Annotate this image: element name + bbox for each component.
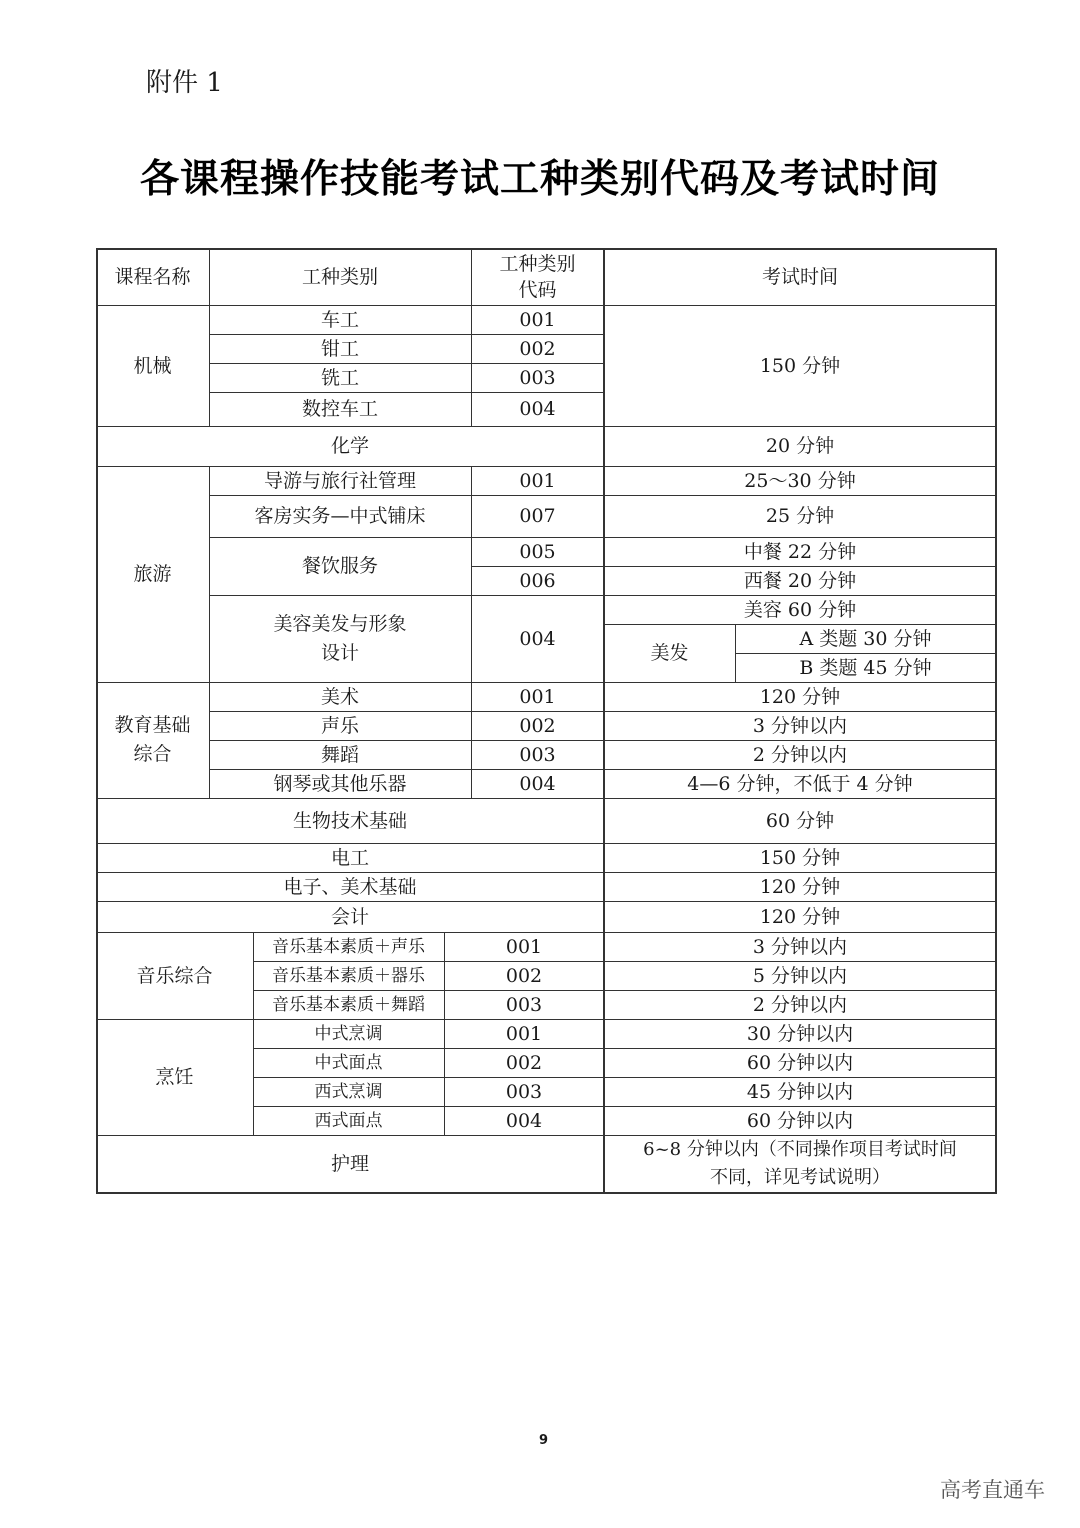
category-cell: 音乐基本素质＋器乐 <box>272 965 425 986</box>
time-cell: B 类题 45 分钟 <box>799 656 932 679</box>
time-cell: 120 分钟 <box>759 905 841 928</box>
code-cell: 004 <box>519 627 556 650</box>
code-cell: 001 <box>519 469 556 492</box>
course-cell: 音乐综合 <box>136 964 213 987</box>
watermark: 高考直通车 <box>940 1478 1045 1502</box>
code-cell: 007 <box>519 505 556 527</box>
course-line2: 综合 <box>133 743 172 765</box>
time-cell: 2 分钟以内 <box>752 993 848 1016</box>
time-cell: 4—6 分钟，不低于 4 分钟 <box>687 772 913 795</box>
course-cell: 电子、美术基础 <box>283 875 417 898</box>
header-time: 考试时间 <box>761 265 838 288</box>
category-cell: 钢琴或其他乐器 <box>273 772 407 795</box>
code-cell: 003 <box>505 1080 543 1103</box>
course-cell: 机械 <box>133 354 172 377</box>
category-cell: 中式烹调 <box>314 1023 383 1044</box>
time-line1: 6~8 分钟以内（不同操作项目考试时间 <box>643 1139 957 1160</box>
time-cell: A 类题 30 分钟 <box>799 627 932 650</box>
code-cell: 002 <box>505 1051 543 1074</box>
course-cell: 生物技术基础 <box>292 809 407 832</box>
header-category: 工种类别 <box>301 265 378 288</box>
code-cell: 004 <box>519 398 556 420</box>
time-line2: 不同，详见考试说明） <box>710 1167 890 1188</box>
code-cell: 005 <box>519 540 556 563</box>
time-cell: 25 分钟 <box>765 505 835 527</box>
time-cell: 20 分钟 <box>765 435 835 457</box>
time-cell: 150 分钟 <box>759 846 841 869</box>
category-cell: 餐饮服务 <box>301 555 378 577</box>
category-cell: 导游与旅行社管理 <box>263 469 416 492</box>
time-cell: 120 分钟 <box>759 875 841 898</box>
time-cell: 150 分钟 <box>759 354 841 377</box>
code-cell: 003 <box>519 743 556 766</box>
code-cell: 004 <box>519 772 556 795</box>
code-cell: 003 <box>505 993 543 1016</box>
time-cell: 5 分钟以内 <box>752 964 848 987</box>
category-cell: 铣工 <box>320 366 359 389</box>
category-cell: 舞蹈 <box>320 743 359 766</box>
meifa-label: 美发 <box>650 642 689 664</box>
header-code-line2: 代码 <box>518 278 557 301</box>
category-cell: 中式面点 <box>314 1052 383 1073</box>
code-cell: 001 <box>505 1022 543 1045</box>
category-cell: 数控车工 <box>301 398 378 420</box>
category-cell: 钳工 <box>320 337 359 360</box>
code-cell: 001 <box>519 685 556 708</box>
category-cell: 车工 <box>320 308 359 331</box>
time-cell: 西餐 20 分钟 <box>743 569 857 592</box>
course-cell: 会计 <box>330 905 369 928</box>
time-cell: 60 分钟 <box>765 809 835 832</box>
attachment-label: 附件 1 <box>146 68 223 98</box>
header-course: 课程名称 <box>114 265 191 288</box>
header-code <box>471 248 604 305</box>
category-line1: 美容美发与形象 <box>273 612 407 635</box>
code-cell: 004 <box>505 1109 543 1132</box>
header-code-line1: 工种类别 <box>499 252 576 275</box>
time-cell: 中餐 22 分钟 <box>743 540 857 563</box>
course-cell: 旅游 <box>133 563 172 585</box>
category-cell: 音乐基本素质＋声乐 <box>272 936 425 957</box>
page-title: 各课程操作技能考试工种类别代码及考试时间 <box>139 157 940 202</box>
category-cell: 西式面点 <box>314 1110 383 1131</box>
course-cell: 烹饪 <box>155 1066 194 1088</box>
code-cell: 002 <box>505 964 543 987</box>
time-cell: 60 分钟以内 <box>746 1051 854 1074</box>
code-cell: 002 <box>519 714 556 737</box>
time-cell: 60 分钟以内 <box>746 1109 854 1132</box>
course-cell <box>96 682 209 798</box>
time-cell: 30 分钟以内 <box>746 1022 854 1045</box>
time-cell: 3 分钟以内 <box>752 714 848 737</box>
course-cell: 护理 <box>330 1153 369 1175</box>
category-line2: 设计 <box>320 641 359 664</box>
code-cell: 003 <box>519 366 556 389</box>
course-line1: 教育基础 <box>114 714 191 736</box>
time-cell: 120 分钟 <box>759 685 841 708</box>
category-cell: 西式烹调 <box>314 1081 383 1102</box>
category-cell: 音乐基本素质＋舞蹈 <box>272 994 425 1015</box>
code-cell: 001 <box>519 308 556 331</box>
course-cell: 电工 <box>330 846 369 869</box>
time-cell <box>604 1135 996 1193</box>
time-cell: 3 分钟以内 <box>752 935 848 958</box>
category-cell <box>209 595 471 682</box>
code-cell: 006 <box>519 569 556 592</box>
code-cell: 001 <box>505 935 543 958</box>
category-cell: 客房实务—中式铺床 <box>254 505 426 527</box>
time-cell: 2 分钟以内 <box>752 743 848 766</box>
time-cell: 25～30 分钟 <box>744 469 856 492</box>
category-cell: 声乐 <box>320 714 359 737</box>
code-cell: 002 <box>519 337 556 360</box>
page-number: 9 <box>539 1433 549 1448</box>
time-cell: 美容 60 分钟 <box>743 598 857 621</box>
course-cell: 化学 <box>330 435 369 457</box>
time-cell: 45 分钟以内 <box>746 1080 854 1103</box>
category-cell: 美术 <box>320 685 359 708</box>
